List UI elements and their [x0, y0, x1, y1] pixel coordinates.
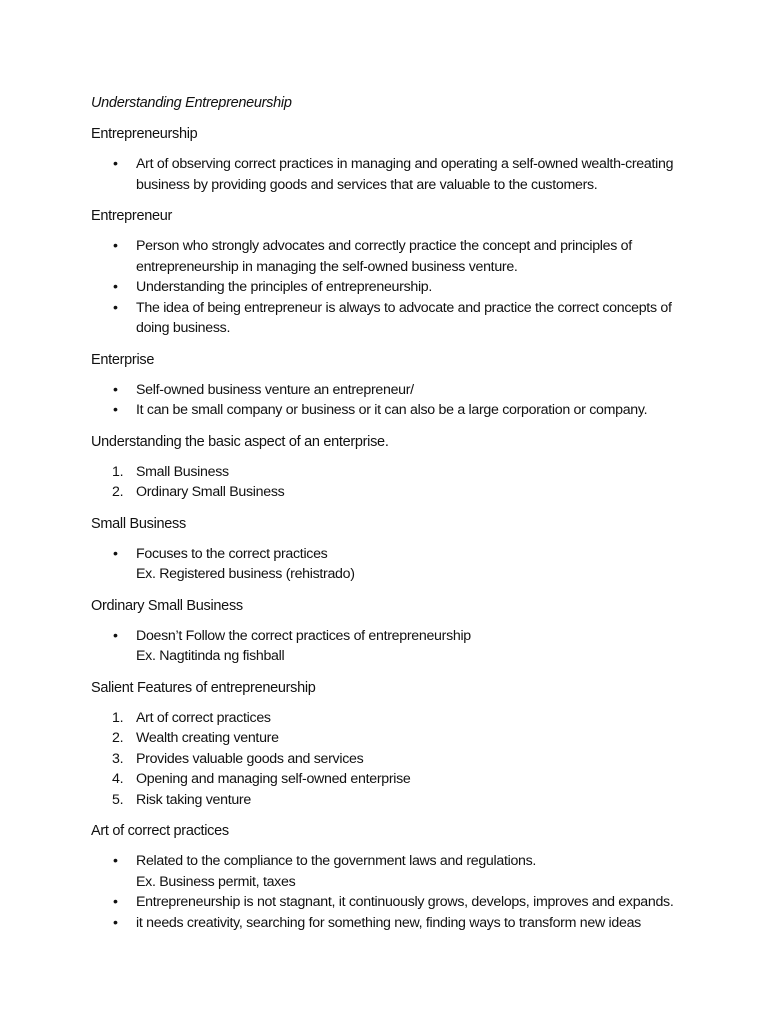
list-number: 4. — [112, 771, 124, 787]
list-item: • Entrepreneurship is not stagnant, it continuously grows, develops, improves and expands. — [91, 892, 698, 913]
list-text: Risk taking venture — [136, 791, 251, 808]
heading-ordinary-small-business: Ordinary Small Business — [91, 597, 243, 614]
list-item: • The idea of being entrepreneur is always to advocate and practice the correct concepts of doing business. — [91, 298, 698, 339]
list-item: • Understanding the principles of entrepreneurship. — [91, 277, 698, 298]
list-text: • Focuses to the correct practices — [136, 545, 328, 562]
list-text: • Doesn’t Follow the correct practices of entrepreneurship — [136, 627, 471, 644]
list-item — [91, 708, 698, 729]
list-item — [91, 790, 698, 811]
list-item — [91, 728, 698, 749]
list-text: • Related to the compliance to the government laws and regulations. — [136, 853, 537, 869]
list-text: Opening and managing self-owned enterprise — [136, 771, 411, 787]
heading-salient-features: Salient Features of entrepreneurship — [91, 679, 316, 696]
list-ordinary-small-business — [91, 626, 698, 667]
list-number: 2. — [112, 484, 124, 500]
list-text: Art of correct practices — [136, 709, 271, 726]
list-enterprise — [91, 380, 698, 421]
list-salient-features — [91, 708, 698, 811]
document-title: Understanding Entrepreneurship — [91, 95, 292, 111]
list-item — [91, 851, 698, 892]
list-example: Ex. Registered business (rehistrado) — [136, 566, 355, 582]
list-item: • Person who strongly advocates and correctly practice the concept and principles of entrepreneurship in managing the self-owned business venture. — [91, 236, 698, 277]
list-item: • It can be small company or business or it can also be a large corporation or company. — [91, 400, 698, 421]
list-number: 1. — [112, 463, 124, 480]
list-entrepreneurship — [91, 154, 698, 195]
heading-entrepreneurship: Entrepreneurship — [91, 126, 198, 142]
list-entrepreneur — [91, 236, 698, 339]
list-number: 3. — [112, 750, 124, 767]
list-item — [91, 626, 698, 667]
list-text: Small Business — [136, 463, 229, 480]
list-text: Provides valuable goods and services — [136, 750, 364, 767]
heading-entrepreneur: Entrepreneur — [91, 208, 173, 224]
list-item — [91, 544, 698, 585]
list-example: Ex. Nagtitinda ng fishball — [136, 648, 285, 664]
list-example: Ex. Business permit, taxes — [136, 873, 296, 890]
heading-basic-aspect: Understanding the basic aspect of an enterprise. — [91, 433, 389, 450]
heading-small-business: Small Business — [91, 515, 186, 532]
list-text: Wealth creating venture — [136, 730, 279, 746]
list-art-of-correct-practices — [91, 851, 698, 933]
list-number: 5. — [112, 791, 124, 808]
list-item — [91, 769, 698, 790]
list-item — [91, 749, 698, 770]
list-item — [91, 482, 698, 503]
list-number: 2. — [112, 730, 124, 746]
list-item: • it needs creativity, searching for something new, finding ways to transform new ideas — [91, 913, 698, 934]
list-text: Ordinary Small Business — [136, 484, 285, 500]
list-item: • Self-owned business venture an entrepreneur/ — [91, 380, 698, 401]
list-basic-aspect — [91, 462, 698, 503]
list-item — [91, 462, 698, 483]
list-item: • Art of observing correct practices in managing and operating a self-owned wealth-creating business by providing goods and services that are valuable to the customers. — [91, 154, 698, 195]
heading-enterprise: Enterprise — [91, 351, 155, 368]
list-small-business — [91, 544, 698, 585]
list-number: 1. — [112, 709, 124, 726]
heading-art-of-correct-practices: Art of correct practices — [91, 823, 229, 839]
